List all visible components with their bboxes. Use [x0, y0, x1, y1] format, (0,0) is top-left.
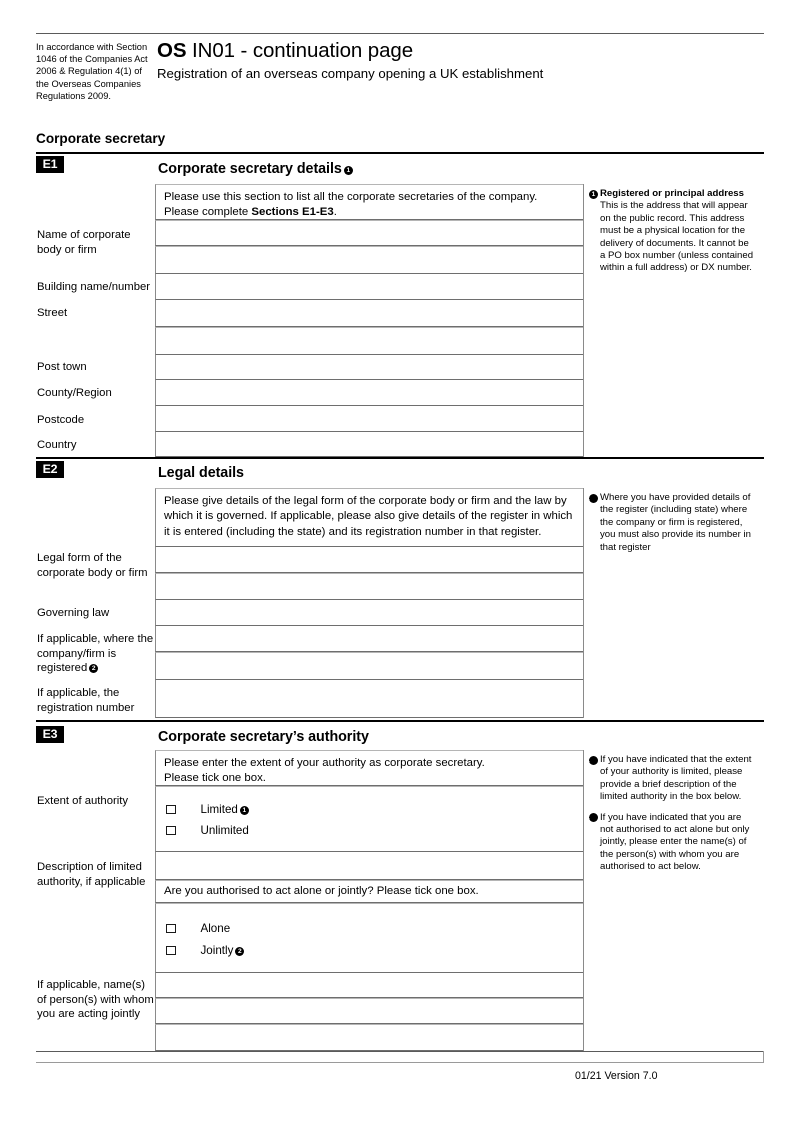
- e3-instruction: [155, 750, 583, 786]
- footer-rule-upper: [36, 1051, 764, 1052]
- footer-rule-lower: [36, 1062, 764, 1063]
- checkbox-alone-label: Alone: [200, 922, 231, 935]
- label-building-name-number: Building name/number: [37, 281, 151, 293]
- input-names-line1[interactable]: [155, 973, 583, 998]
- guidance-note: [589, 188, 756, 275]
- label-names-acting-jointly: If applicable, name(s) of person(s) with whom you are acting jointly: [37, 979, 154, 1021]
- e1-instruction: [155, 184, 583, 220]
- label-governing-law: Governing law: [37, 607, 110, 619]
- e2-instruction: Please give details of the legal form of the corporate body or firm and the law by which it is governed. If applicable, please also give details of the register in which it is entered (including the state) and its registration number in that register.: [155, 488, 583, 547]
- e1-top-rule: [36, 152, 764, 154]
- label-registration-number: If applicable, the registration number: [37, 687, 135, 714]
- form-code-prefix: OS: [157, 39, 187, 62]
- form-code-rest: IN01 - continuation page: [186, 39, 413, 62]
- guidance-note-body: If you have indicated that you are not authorised to act alone but only jointly, please enter the name(s) of the person(s) with whom you are authorised to act below.: [600, 811, 750, 873]
- e3-instruction-line1: Please enter the extent of your authority as corporate secretary.: [164, 757, 485, 769]
- input-legal-form-line2[interactable]: [155, 573, 583, 600]
- label-postcode: Postcode: [37, 414, 85, 426]
- label-legal-form: Legal form of the corporate body or firm: [37, 552, 148, 579]
- input-where-registered-line1[interactable]: [155, 626, 583, 652]
- checkbox-unlimited-label: Unlimited: [200, 824, 249, 837]
- alone-jointly-box: [155, 903, 583, 973]
- section-title-e1: [158, 161, 353, 177]
- checkbox-jointly-label: Jointly: [200, 944, 234, 957]
- guidance-e3: [583, 750, 764, 1051]
- input-name-line2[interactable]: [155, 246, 583, 274]
- e1-instruction-line2-post: .: [333, 206, 337, 219]
- label-post-town: Post town: [37, 361, 87, 373]
- footnote-marker-2: 2: [89, 664, 98, 673]
- section-badge-e3: E3: [36, 726, 64, 743]
- checkbox-row-alone[interactable]: [166, 922, 230, 936]
- footer-version: 01/21 Version 7.0: [575, 1070, 658, 1082]
- section-title-e2: Legal details: [158, 465, 244, 481]
- form-subtitle: Registration of an overseas company opening a UK establishment: [157, 66, 544, 81]
- footnote-marker-1: 1: [589, 190, 598, 199]
- input-legal-form-line1[interactable]: [155, 547, 583, 573]
- section-title-e3: Corporate secretary’s authority: [158, 729, 369, 745]
- checkbox-row-jointly[interactable]: [166, 944, 244, 958]
- postcode-row-underline: [155, 406, 583, 432]
- form-title: [157, 38, 757, 63]
- label-name-of-corporate-body: Name of corporate body or firm: [37, 229, 131, 256]
- footnote-marker-1: 1: [240, 806, 249, 815]
- e1-instruction-line2-pre: Please complete: [164, 206, 252, 219]
- footnote-marker-2: 2: [589, 494, 598, 503]
- section-badge-e1: E1: [36, 156, 64, 173]
- input-street-line2[interactable]: [155, 327, 583, 355]
- input-names-line2[interactable]: [155, 998, 583, 1024]
- checkbox-row-limited[interactable]: [166, 803, 249, 817]
- checkbox-alone[interactable]: [166, 924, 176, 934]
- label-country: Country: [37, 439, 77, 451]
- guidance-note: [586, 492, 756, 554]
- input-names-line3[interactable]: [155, 1024, 583, 1051]
- group-title: Corporate secretary: [36, 131, 166, 146]
- in-accordance-note: In accordance with Section 1046 of the Companies Act 2006 & Regulation 4(1) of the Overseas Companies Regulations 2009.: [36, 42, 148, 101]
- checkbox-limited[interactable]: [166, 805, 176, 815]
- input-building-name-number[interactable]: [155, 274, 583, 300]
- guidance-note-body: If you have indicated that the extent of your authority is limited, please provide a brief description of the limited authority in the box below.: [600, 754, 752, 803]
- label-where-registered: [37, 632, 155, 676]
- input-where-registered-line2[interactable]: [155, 652, 583, 680]
- page-top-rule: [36, 33, 764, 34]
- input-name-line1[interactable]: [155, 220, 583, 246]
- guidance-e2: [583, 488, 764, 718]
- checkbox-limited-label: Limited: [200, 803, 238, 816]
- e3-instruction-line2: Please tick one box.: [164, 772, 266, 785]
- e1-instruction-line2-bold: Sections E1-E3: [251, 206, 334, 219]
- label-description-limited-authority: Description of limited authority, if applicable: [37, 861, 146, 888]
- guidance-e1: [583, 184, 764, 457]
- label-street: Street: [37, 307, 68, 319]
- guidance-note: [586, 754, 756, 804]
- guidance-note-body: This is the address that will appear on the public record. This address must be a physical location for the delivery of documents. It cannot be a PO box number (unless contained within a full address) or DX number.: [600, 200, 754, 274]
- input-governing-law[interactable]: [155, 600, 583, 626]
- e1-instruction-line1: Please use this section to list all the corporate secretaries of the company.: [164, 191, 538, 203]
- guidance-note: [586, 811, 756, 874]
- checkbox-row-unlimited[interactable]: [166, 824, 249, 838]
- guidance-note-body: Where you have provided details of the register (including state) where the company or firm is registered, you must also provide its number in that register: [600, 492, 751, 553]
- label-extent-of-authority: Extent of authority: [37, 795, 129, 807]
- title-block: [157, 38, 757, 83]
- label-where-registered-text: If applicable, where the company/firm is registered: [37, 633, 154, 675]
- input-county-region[interactable]: [155, 380, 583, 406]
- input-post-town[interactable]: [155, 355, 583, 380]
- label-county-region: County/Region: [37, 387, 112, 399]
- checkbox-jointly[interactable]: [166, 946, 176, 956]
- footnote-marker-2: 2: [235, 947, 244, 956]
- input-registration-number[interactable]: [155, 680, 583, 718]
- e2-top-rule: [36, 457, 764, 459]
- input-street-line1[interactable]: [155, 300, 583, 327]
- guidance-note-heading: Registered or principal address: [600, 188, 744, 199]
- footer-right-edge: [763, 1051, 764, 1063]
- section-badge-e2: E2: [36, 461, 64, 478]
- checkbox-unlimited[interactable]: [166, 826, 176, 836]
- footnote-marker-2: 2: [589, 813, 598, 822]
- input-description-limited-authority[interactable]: [155, 852, 583, 880]
- section-title-e1-text: Corporate secretary details: [158, 161, 342, 177]
- input-country[interactable]: [155, 432, 583, 457]
- footnote-marker-1: 1: [344, 166, 353, 175]
- alone-jointly-question: Are you authorised to act alone or jointly? Please tick one box.: [155, 880, 583, 903]
- extent-of-authority-box: [155, 786, 583, 852]
- footnote-marker-1: 1: [589, 756, 598, 765]
- e3-top-rule: [36, 720, 764, 722]
